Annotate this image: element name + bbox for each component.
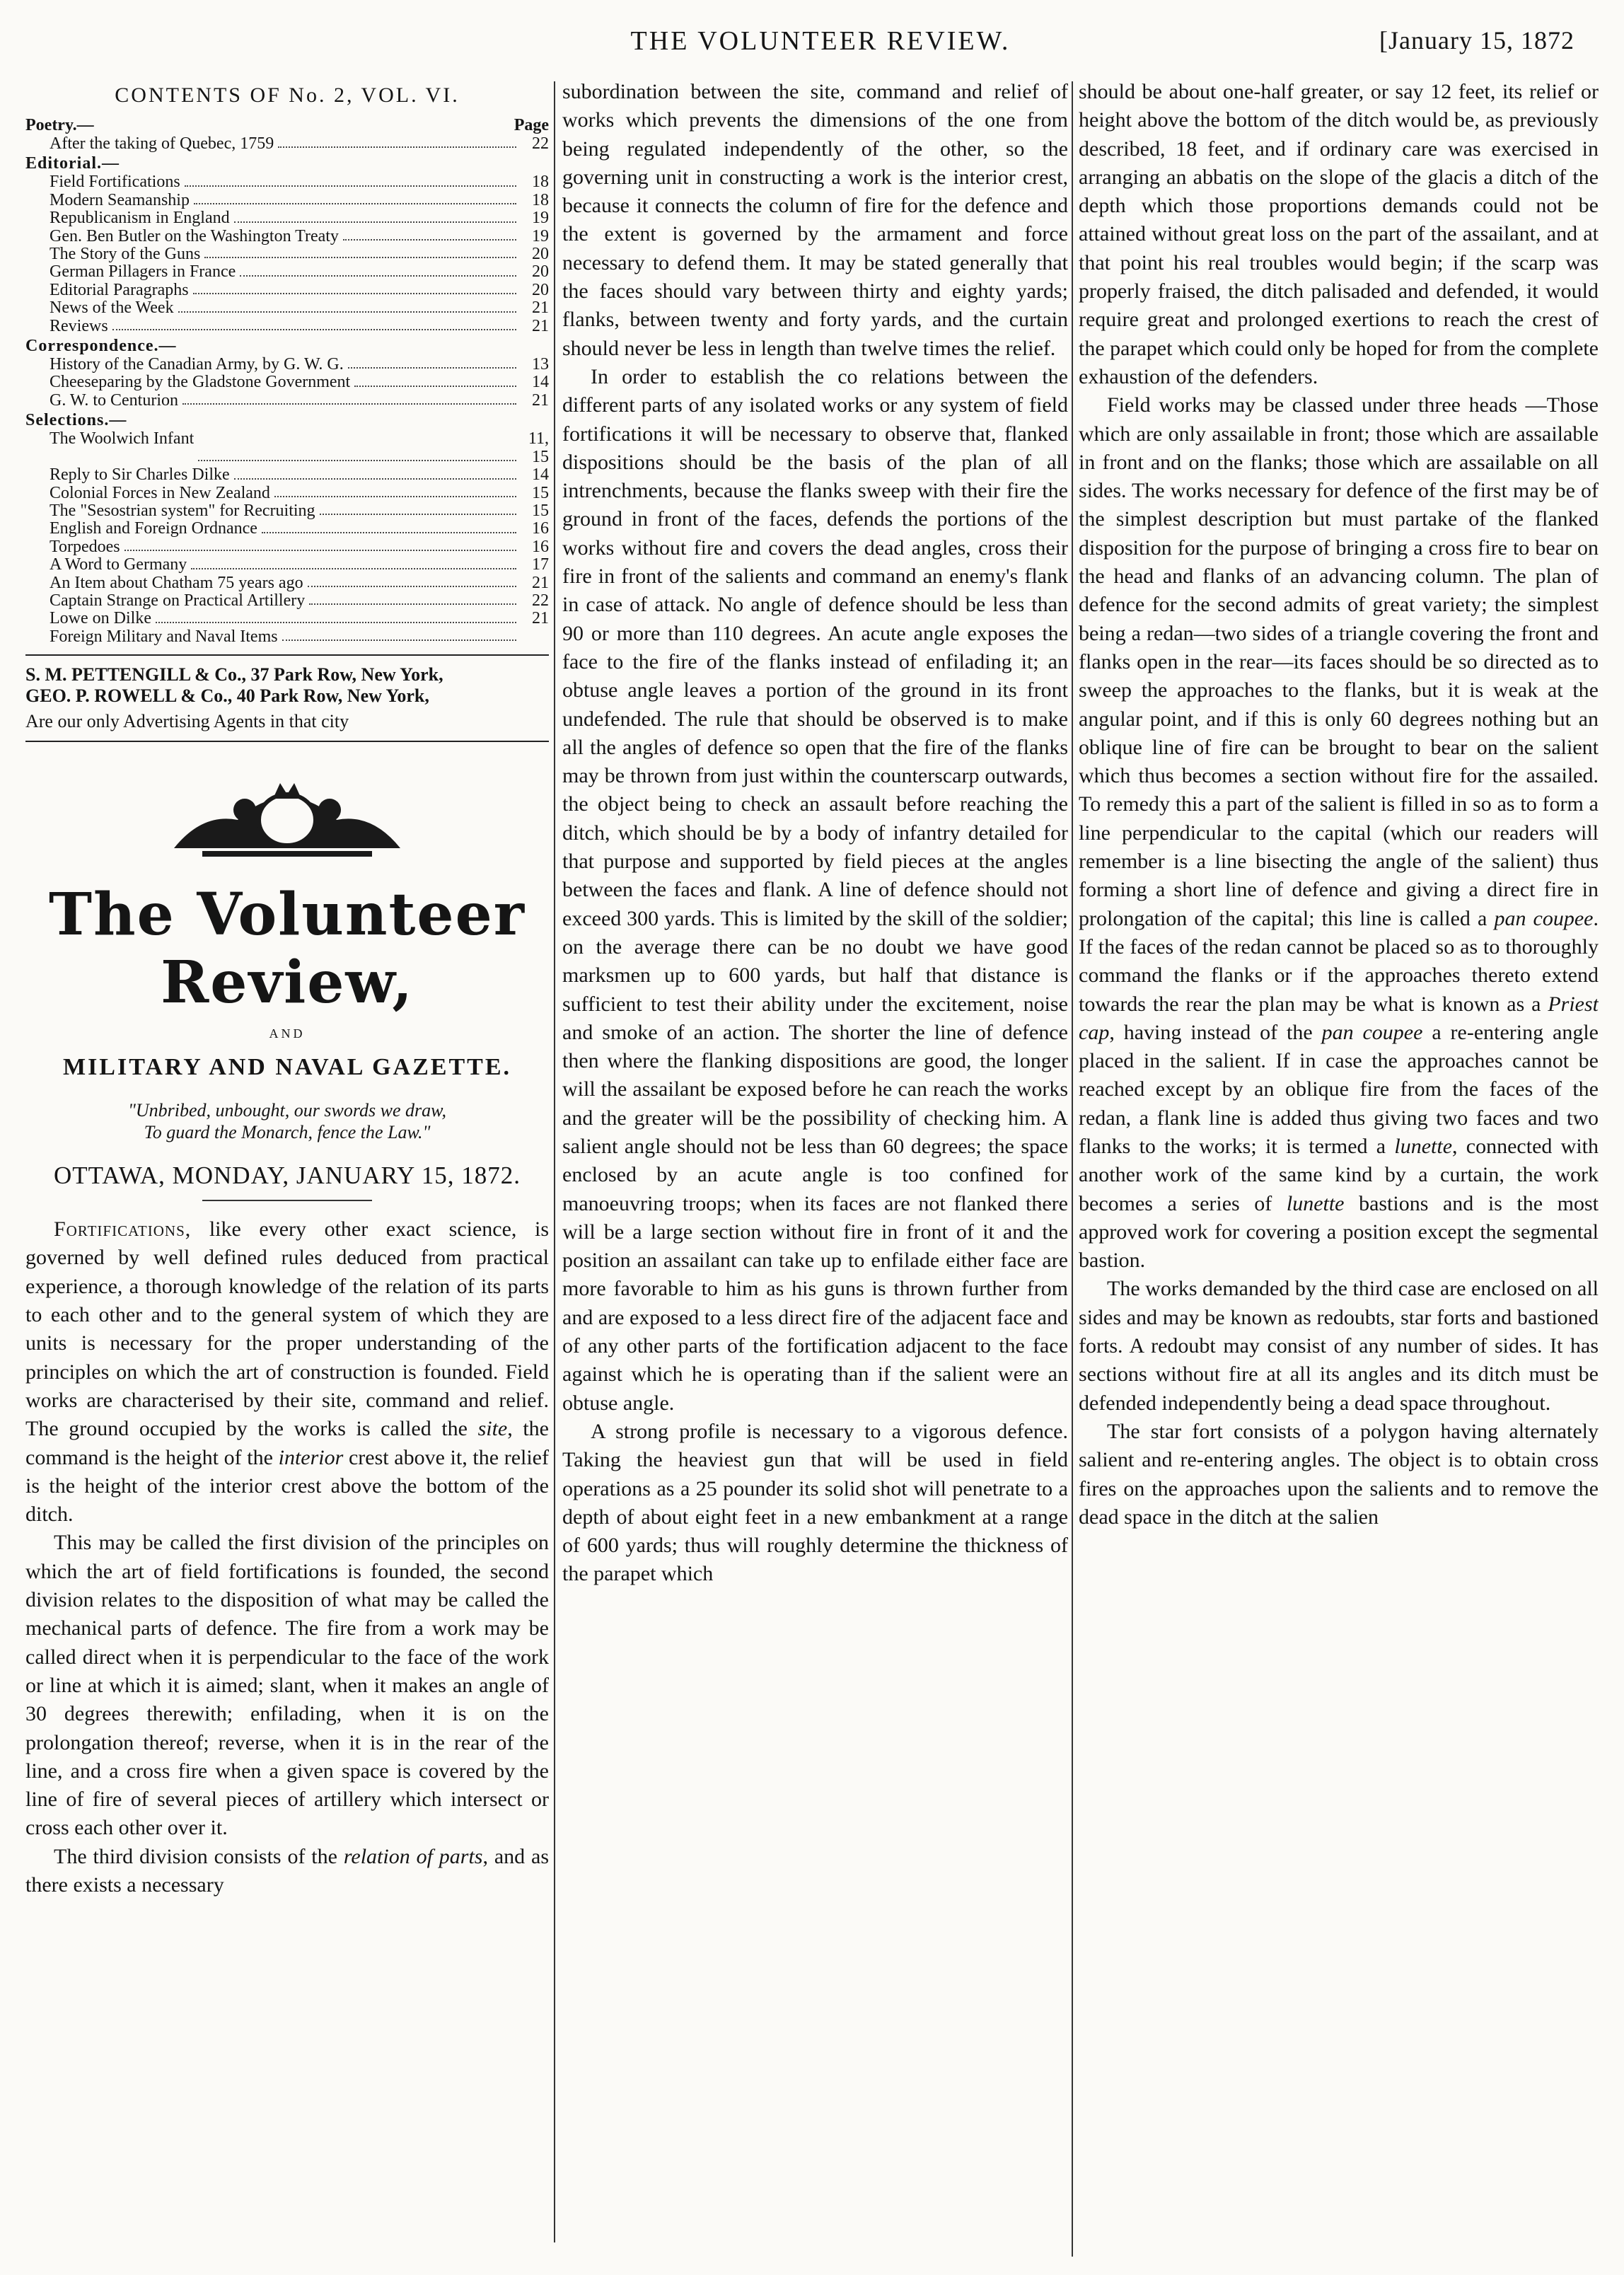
toc-leader xyxy=(240,263,516,276)
toc-leader xyxy=(234,209,516,222)
toc-item-title: Colonial Forces in New Zealand xyxy=(50,484,270,502)
paragraph: The works demanded by the third case are enclosed on all sides and may be known as redoubts, star forts and bastioned forts. A redoubt may consist of any number of sides. It has sections without fire at all its angles and its ditch must be defended independently being a dead space throughout. xyxy=(1079,1277,1599,1415)
text-run: bastions and is the most approved work for covering a position except the segmental bastion. xyxy=(1079,1191,1599,1273)
toc-item-title: The "Sesostrian system" for Recruiting xyxy=(50,502,315,520)
paragraph: A strong profile is necessary to a vigorous defence. Taking the heaviest gun that will be used in field operations as a 25 pounder its solid shot will penetrate to a depth of about eight feet in a new embankment at a range of 600 yards; thus will roughly determine the thickness of the parapet which xyxy=(562,1419,1068,1586)
toc-item xyxy=(25,592,549,610)
toc-item-page: 21 xyxy=(532,573,549,592)
text-run: , having instead of the xyxy=(1109,1020,1322,1044)
toc-item-page: 22 xyxy=(532,134,549,153)
masthead-subtitle: MILITARY AND NAVAL GAZETTE. xyxy=(62,1054,511,1081)
toc-leader xyxy=(185,173,516,186)
toc-leader xyxy=(354,374,516,386)
toc-leader xyxy=(156,610,516,623)
toc-item xyxy=(25,299,549,317)
toc-item xyxy=(25,173,549,191)
toc-item-page: 21 xyxy=(532,299,549,318)
toc-item xyxy=(25,192,549,209)
toc-section-name: Selections.— xyxy=(25,411,127,430)
toc-section-label xyxy=(25,411,549,430)
toc-item-page: 16 xyxy=(532,537,549,556)
term: lunette xyxy=(1286,1191,1345,1215)
toc-item-page: 18 xyxy=(532,173,549,192)
toc-item-page: 17 xyxy=(532,555,549,574)
toc-item-title: English and Foreign Ordnance xyxy=(50,520,257,538)
text-run: , connected with another work of the same kind by a curtain, the work becomes a series of xyxy=(1079,1134,1599,1215)
toc-item-title: The Woolwich Infant xyxy=(50,430,195,448)
column-rule-2 xyxy=(1072,81,1073,2257)
toc-item-page: 19 xyxy=(532,209,549,228)
text-run: like every other exact science, is governed by well defined rules deduced from practical experience, a thorough knowledge of the relation of its parts to each other and to the general system of which they are units is necessary for the proper understanding of the principles on which the art of construction is founded. Field works are characterised by their site, command and relief. The ground occupied by the works is called the xyxy=(25,1217,549,1441)
text-run: , and as there exists a necessary xyxy=(25,1844,549,1897)
toc-item-title: Captain Strange on Practical Artillery xyxy=(50,591,306,610)
article-text xyxy=(1079,78,1599,1532)
contents-title: CONTENTS OF No. 2, VOL. VI. xyxy=(115,83,460,107)
toc-page-label: Page xyxy=(514,116,549,134)
toc-item xyxy=(25,466,549,484)
paragraph: In order to establish the co relations between the different parts of any isolated works or any system of field fortifications it will be necessary to observe that, flanked dispositions should be the basis of the plan of all intrenchments, because the flanks sweep with their fire the ground in front of the faces, defends the portions of the works without fire and covers the dead angles, cross their fire in front of the salients and command an enemy's flank in case of attack. No angle of defence should be less than 90 or more than 110 degrees. An acute angle exposes the face to the fire of the flanks instead of enfilading it; an obtuse angle leaves a portion of the ground in its front undefended. The rule that should be observed is to make all the angles of defence so open that the fire of the flanks may be thrown from just within the counterscarp outwards, the object being to check an assault before reaching the ditch, which should be by a body of infantry detailed for that purpose and supported by field pieces at the angles between the faces and flank. A line of defence should not exceed 300 yards. This is limited by the skill of the soldier; on the average there can be no doubt we have good marksmen up to 600 yards, but half that distance is sufficient to test their ability under the excitement, noise and smoke of an action. The shorter the line of defence then where the flanking dispositions are good, the longer will the assailant be exposed before he can reach the works and the greater will be the possibility of checking him. A salient angle should not be less than 60 degrees; the space enclosed by an acute angle is too confined for manoeuvring troops; when its faces are not flanked there will be a large section without fire in front of it and the position an assailant can take up to enfilade either face are more favorable to him as his guns is thrown further from and are exposed to a less direct fire of the adjacent face and of any other parts of the fortification adjacent to the face against which he is operating than if the salient were an obtuse angle. xyxy=(562,364,1068,1415)
toc-item xyxy=(25,392,549,410)
toc-item-title: After the taking of Quebec, 1759 xyxy=(50,135,274,153)
toc-leader xyxy=(262,520,516,533)
toc-leader xyxy=(178,299,516,312)
toc-leader xyxy=(320,502,516,515)
toc-section-label xyxy=(25,337,549,356)
divider xyxy=(25,741,549,742)
toc-leader xyxy=(348,356,516,369)
toc-item xyxy=(25,318,549,335)
toc-leader xyxy=(191,556,516,569)
term: pan coupee xyxy=(1321,1020,1423,1044)
paragraph: should be about one-half greater, or say 12 feet, its relief or height above the bottom of the ditch would be, as previously described, 18 feet, and if ordinary care was exercised in arranging an abbatis on the slope of the glacis a ditch of the depth which those proportions demands could not be attained without great loss on the part of the assailant, and at that point his real troubles would begin; if the scarp was properly fraised, the ditch palisaded and defended, it would require great and prolonged exertions to reach the crest of the parapet which could only be hoped for from the complete exhaustion of the defenders. xyxy=(1079,80,1599,388)
text-run: , the command is the height of the xyxy=(25,1417,549,1469)
running-date: [January 15, 1872 xyxy=(1379,26,1574,54)
toc-item-title: News of the Week xyxy=(50,299,174,318)
toc-item xyxy=(25,520,549,538)
toc-item-title: The Story of the Guns xyxy=(50,245,201,264)
toc-item-title: German Pillagers in France xyxy=(50,263,236,282)
text-run: Field works may be classed under three heads —Those which are only assailable in front; those which are assailable in front and on the flanks; those which are assailable on all sides. The works necessary for defence of the first may be of the simplest description but must partake of the flanked disposition for the purpose of bringing a cross fire to bear on the head and flanks of an advancing column. The plan of defence for the second admits of great variety; the simplest being a redan—two sides of a triangle covering the front and flanks open in the rear—its faces should be so directed as to sweep the approaches to the flanks, but it is weak at the angular point, and if this is only 60 degrees nothing but an oblique line of fire can be brought to bear on the salient which thus becomes a section without fire for the assailed. To remedy this a part of the salient is filled in so as to form a line perpendicular to the capital (which our readers will remember is a line bisecting the angle of the salient) thus forming a short line of defence and giving a direct fire in prolongation of the capital; this line is called a xyxy=(1079,393,1599,930)
toc-item-page: 16 xyxy=(532,519,549,538)
text-run: The third division consists of the xyxy=(54,1844,344,1868)
toc-item-title: Torpedoes xyxy=(50,538,120,556)
toc-section-name: Poetry.— xyxy=(25,116,94,134)
toc-item-page: 13 xyxy=(532,355,549,374)
masthead-title: The Volunteer Review, xyxy=(49,881,526,1017)
divider xyxy=(25,654,549,656)
toc-leader xyxy=(308,574,516,587)
toc-leader xyxy=(309,592,516,605)
paragraph: This may be called the first division of the principles on which the art of field fortifications is founded, the second division relates to the disposition of what may be called the mechanical parts of defence. The fire from a work may be called direct when it is perpendicular to the face of the work or line at which it is aimed; slant, when it makes an angle of 30 degrees therewith; enfilading, when it is on the prolongation thereof; reverse, when it is in the rear of the line, and a cross fire when a given space is covered by the line of fire of several pieces of artillery which intersect or cross each other over it. xyxy=(25,1531,549,1840)
toc-item xyxy=(25,574,549,592)
masthead-motto xyxy=(25,1099,549,1143)
toc-leader xyxy=(182,392,516,405)
toc-item-page: 20 xyxy=(532,262,549,282)
toc-section-label xyxy=(25,116,549,135)
column-3 xyxy=(1079,78,1599,2264)
toc-leader xyxy=(193,282,516,294)
lead-word: Fortifications, xyxy=(54,1217,192,1241)
toc-item xyxy=(25,282,549,299)
motto-line: To guard the Monarch, fence the Law." xyxy=(144,1122,431,1143)
toc-leader xyxy=(198,430,516,461)
toc-item-page: 19 xyxy=(532,226,549,245)
toc-item-title: Editorial Paragraphs xyxy=(50,281,189,299)
toc-item xyxy=(25,228,549,245)
agent-line: S. M. PETTENGILL & Co., 37 Park Row, New York, xyxy=(25,664,443,685)
toc-item xyxy=(25,135,549,153)
toc-item-page: 14 xyxy=(532,373,549,392)
toc-item-page: 11, 15 xyxy=(528,429,549,466)
term: lunette xyxy=(1394,1134,1453,1158)
toc-leader xyxy=(234,466,516,479)
toc-leader xyxy=(204,245,516,258)
toc-leader xyxy=(194,192,516,204)
toc-item-title: Reviews xyxy=(50,317,108,335)
article-text xyxy=(25,1215,549,1899)
toc-item xyxy=(25,263,549,281)
toc-item xyxy=(25,485,549,502)
table-of-contents xyxy=(25,116,549,646)
toc-item-title: An Item about Chatham 75 years ago xyxy=(50,574,303,592)
toc-item-page: 18 xyxy=(532,190,549,209)
toc-leader xyxy=(282,628,516,641)
paragraph: subordination between the site, command and relief of works which prevents the dimensions of the one from being regulated independently of the other, so the governing unit in constructing a work is the interior crest, because it connects the column of fire for the defence and the extent is governed by the armament and force necessary to defend them. It may be stated generally that the faces should vary between thirty and eighty yards; flanks, between twenty and forty yards, and the curtain should never be less in length than twelve times the relief. xyxy=(562,80,1068,360)
column-2 xyxy=(562,78,1068,2257)
column-rule-1 xyxy=(554,81,555,2242)
toc-item xyxy=(25,209,549,227)
term: pan coupee xyxy=(1494,906,1594,930)
masthead-and: AND xyxy=(269,1026,306,1041)
toc-item-page: 14 xyxy=(532,465,549,485)
paragraph xyxy=(25,1215,549,1529)
toc-item-page: 20 xyxy=(532,280,549,299)
toc-item xyxy=(25,430,549,466)
column-1 xyxy=(25,78,549,2242)
toc-leader xyxy=(124,538,516,551)
toc-item xyxy=(25,538,549,556)
toc-item xyxy=(25,374,549,391)
toc-item xyxy=(25,245,549,263)
toc-section-name: Editorial.— xyxy=(25,154,120,173)
article-text xyxy=(562,78,1068,1589)
toc-item-page: 22 xyxy=(532,591,549,610)
divider xyxy=(202,1200,372,1201)
dateline: OTTAWA, MONDAY, JANUARY 15, 1872. xyxy=(53,1162,521,1190)
toc-item-title: Cheeseparing by the Gladstone Government xyxy=(50,374,351,392)
text-run: . If the faces of the redan cannot be placed so as to thoroughly command the flanks or if the approaches thereto extend towards the rear the plan may be what is known as a xyxy=(1079,906,1599,1016)
paragraph: The star fort consists of a polygon having alternately salient and re-entering angles. The object is to obtain cross fires on the approaches upon the salients and to remove the dead space in the ditch at the salien xyxy=(1079,1419,1599,1529)
toc-item xyxy=(25,502,549,520)
term: interior xyxy=(278,1445,344,1469)
toc-item xyxy=(25,628,549,646)
toc-item-title: Field Fortifications xyxy=(50,173,180,192)
toc-item xyxy=(25,356,549,374)
toc-section-label xyxy=(25,154,549,173)
toc-item-title: History of the Canadian Army, by G. W. G. xyxy=(50,356,344,374)
toc-leader xyxy=(274,485,516,497)
royal-crest-icon xyxy=(160,770,414,862)
paragraph xyxy=(1079,391,1599,1275)
toc-item-title: Lowe on Dilke xyxy=(50,610,151,628)
toc-item-title: Reply to Sir Charles Dilke xyxy=(50,466,230,485)
toc-item-page: 21 xyxy=(532,390,549,410)
toc-item-title: G. W. to Centurion xyxy=(50,391,179,410)
toc-item-title: Foreign Military and Naval Items xyxy=(50,627,278,646)
toc-item-page: 21 xyxy=(532,609,549,628)
toc-item-page: 20 xyxy=(532,245,549,264)
toc-item xyxy=(25,556,549,574)
toc-item xyxy=(25,610,549,627)
toc-section-name: Correspondence.— xyxy=(25,337,177,356)
term: site xyxy=(477,1417,508,1441)
toc-leader xyxy=(112,318,516,330)
running-title: THE VOLUNTEER REVIEW. xyxy=(630,26,1011,56)
toc-item-title: Modern Seamanship xyxy=(50,191,190,209)
motto-line: "Unbribed, unbought, our swords we draw, xyxy=(127,1100,447,1121)
text-run: crest above it, the relief is the height of the interior crest above the bottom of the ditch. xyxy=(25,1445,549,1527)
toc-item-title: Gen. Ben Butler on the Washington Treaty xyxy=(50,227,339,245)
toc-leader xyxy=(343,228,516,241)
paragraph xyxy=(25,1843,549,1900)
term: Priest cap xyxy=(1079,992,1599,1044)
agents-note: Are our only Advertising Agents in that city xyxy=(25,711,349,732)
text-run: a re-entering angle placed in the salient. If in case the approaches cannot be reached except by an oblique fire from the faces of the redan, a flank line is added thus giving two faces and two flanks to the works; it is termed a xyxy=(1079,1020,1599,1158)
toc-item-page: 21 xyxy=(532,316,549,335)
toc-item-page: 15 xyxy=(532,483,549,502)
toc-item-page: 15 xyxy=(532,501,549,520)
toc-item-page xyxy=(521,628,549,646)
page-header xyxy=(0,25,1624,68)
toc-leader xyxy=(278,135,516,148)
toc-item-title: Republicanism in England xyxy=(50,209,230,228)
agent-line: GEO. P. ROWELL & Co., 40 Park Row, New York, xyxy=(25,685,429,707)
toc-item-title: A Word to Germany xyxy=(50,556,187,574)
term: relation of parts xyxy=(343,1844,483,1868)
